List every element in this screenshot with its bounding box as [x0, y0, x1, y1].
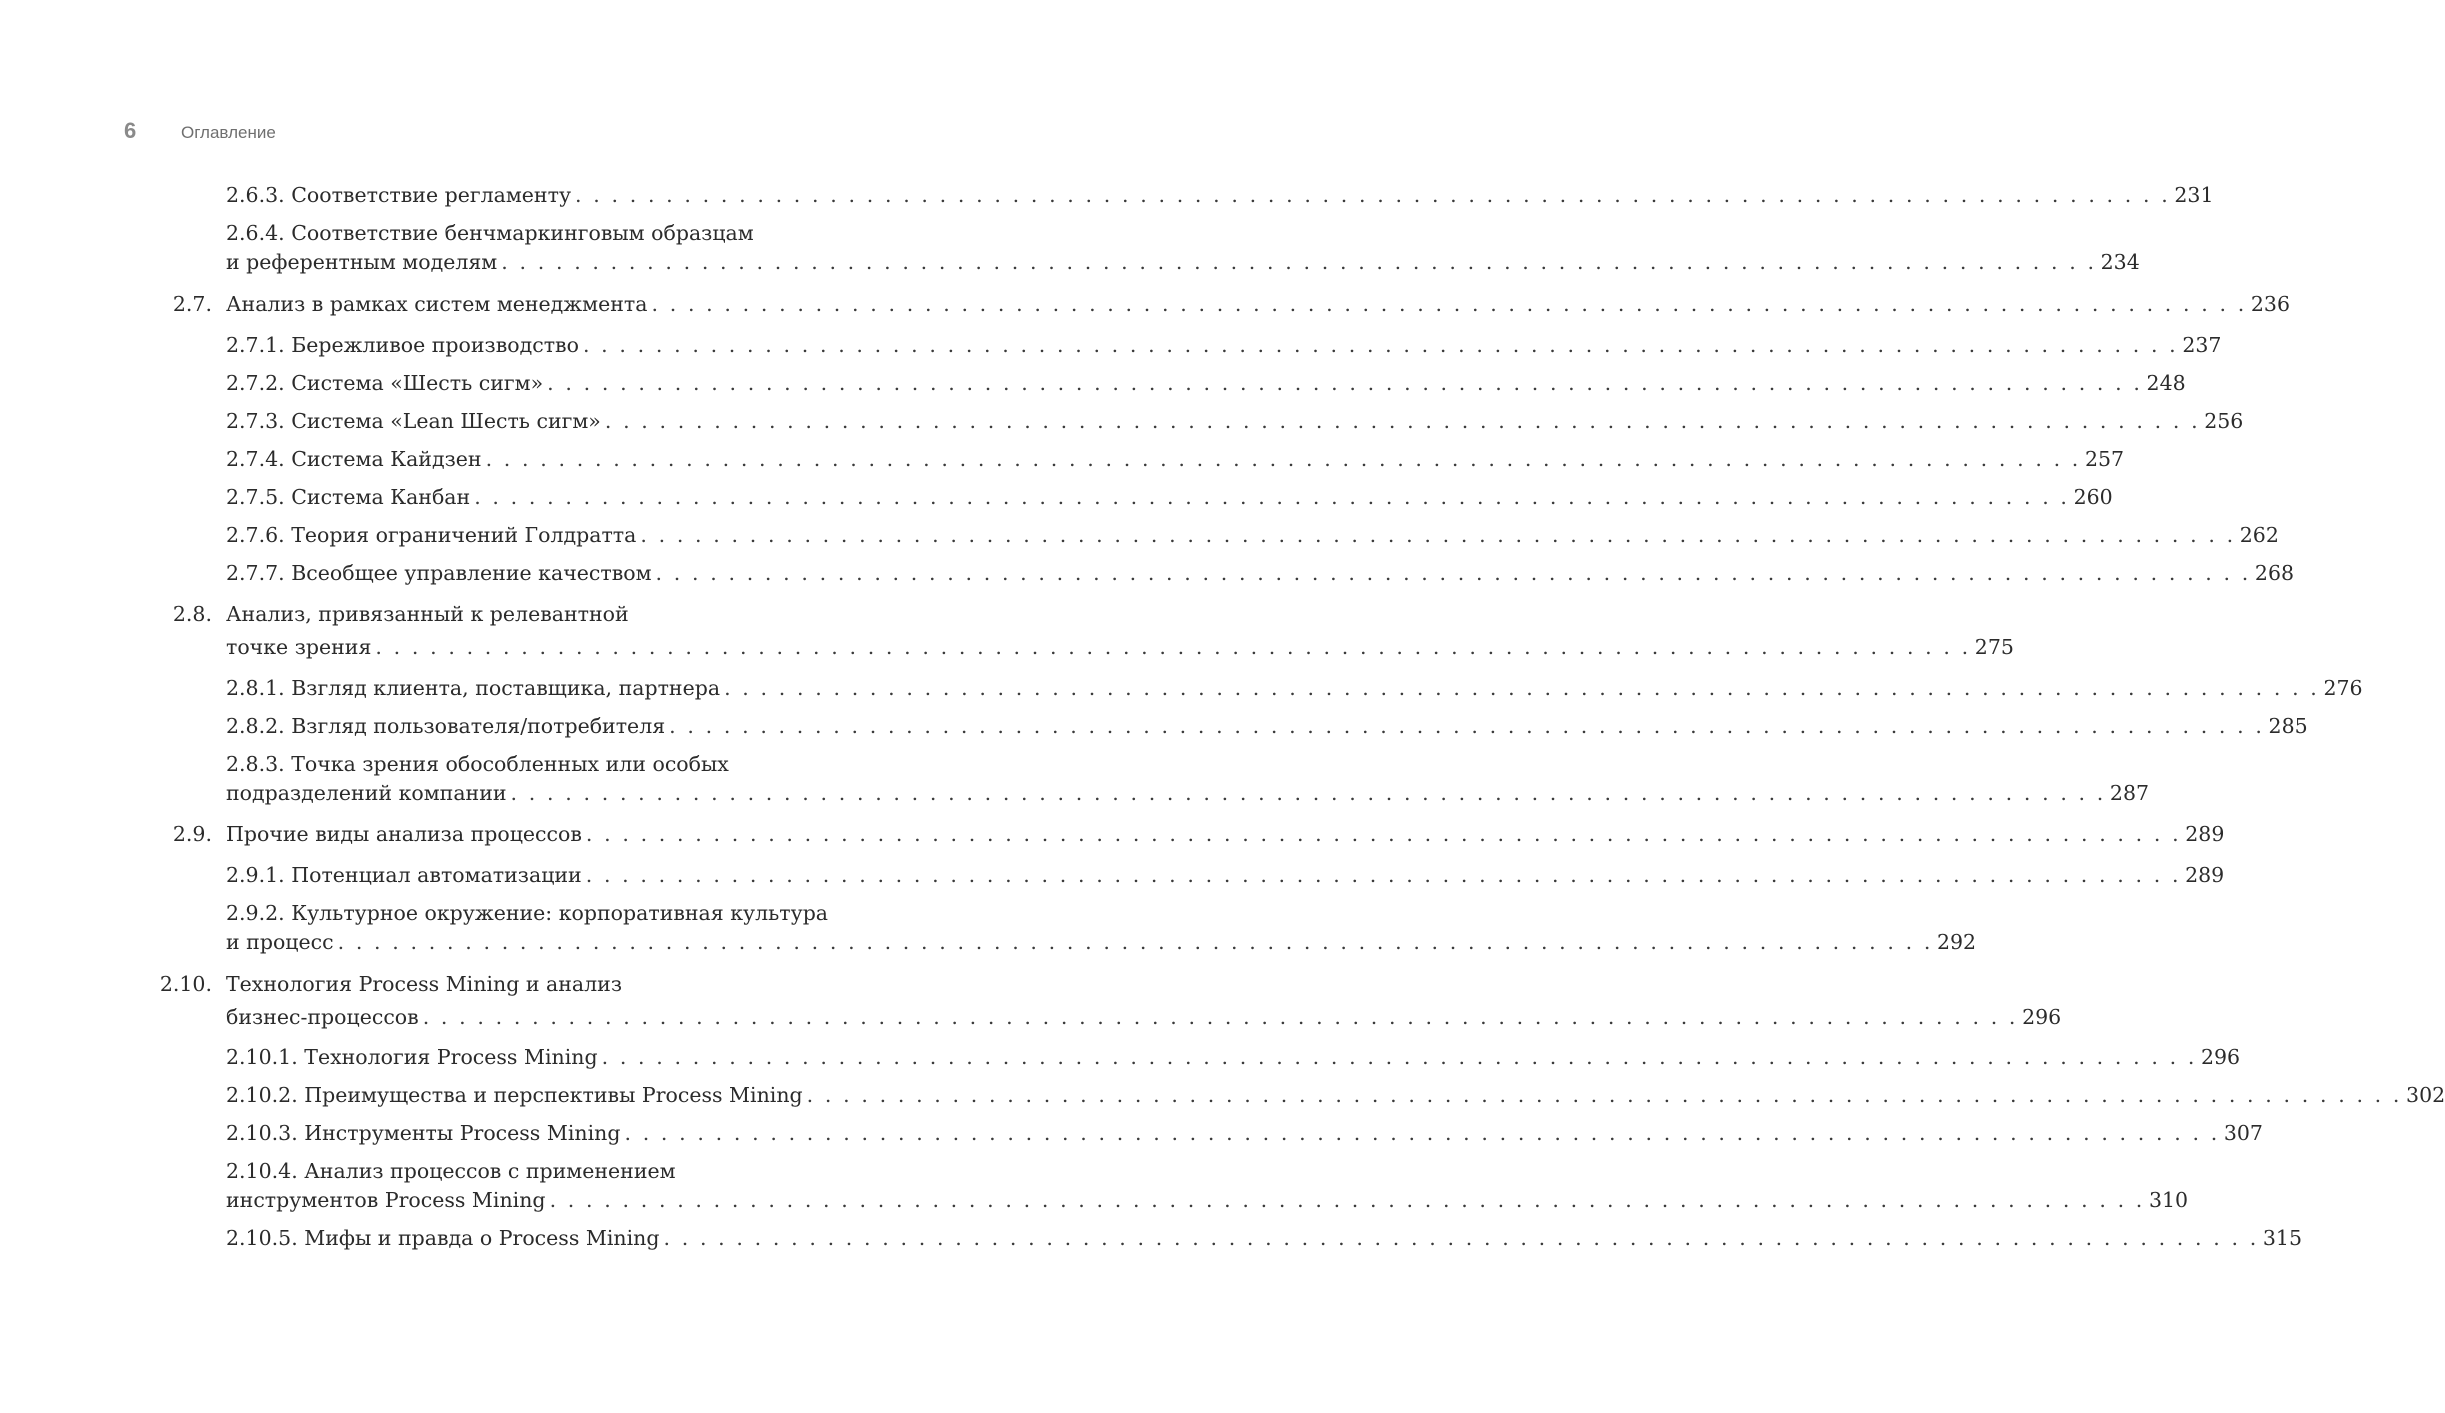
toc-entry-page: 260 — [2073, 485, 2113, 509]
dot-leader: . . . . . . . . . . . . . . . . . . . . . . . . . . . . . . . . . . . . . . . . . . . . . . . . . . . . . . . . . . . . . . . . . . . . . . . . . . . . . . . . . . . . . . . . — [575, 183, 2171, 207]
section-title: Оглавление — [181, 123, 276, 142]
toc-entry-title: Система «Шесть сигм» — [291, 371, 544, 395]
toc-entry-number: 2.7. — [172, 292, 212, 316]
dot-leader: . . . . . . . . . . . . . . . . . . . . . . . . . . . . . . . . . . . . . . . . . . . . . . . . . . . . . . . . . . . . . . . . . . . . . . . . . . . . . . . . . . . . . . . . — [422, 1005, 2019, 1029]
toc-entry-title-line2: бизнес-процессов — [226, 1005, 419, 1029]
toc-entry-title: Теория ограничений Голдратта — [291, 523, 637, 547]
toc-entry-number: 2.10.1. — [226, 1045, 298, 1069]
toc-entry-number: 2.6.4. — [226, 221, 285, 245]
toc-entry-number: 2.10.4. — [226, 1159, 298, 1183]
toc-entry-title: Взгляд пользователя/потребителя — [291, 714, 666, 738]
toc-entry-page: 302 — [2406, 1083, 2445, 1107]
dot-leader: . . . . . . . . . . . . . . . . . . . . . . . . . . . . . . . . . . . . . . . . . . . . . . . . . . . . . . . . . . . . . . . . . . . . . . . . . . . . . . . . . . . . . . . . — [585, 822, 2182, 846]
toc-entry-page: 262 — [2239, 523, 2279, 547]
toc-entry-number: 2.7.7. — [226, 561, 285, 585]
toc-entry-title: Бережливое производство — [291, 333, 579, 357]
toc-entry-title: Мифы и правда о Process Mining — [304, 1226, 660, 1250]
dot-leader: . . . . . . . . . . . . . . . . . . . . . . . . . . . . . . . . . . . . . . . . . . . . . . . . . . . . . . . . . . . . . . . . . . . . . . . . . . . . . . . . . . . . . . . . — [806, 1083, 2403, 1107]
dot-leader: . . . . . . . . . . . . . . . . . . . . . . . . . . . . . . . . . . . . . . . . . . . . . . . . . . . . . . . . . . . . . . . . . . . . . . . . . . . . . . . . . . . . . . . . — [624, 1121, 2220, 1145]
toc-entry-title: Преимущества и перспективы Process Mining — [304, 1083, 803, 1107]
toc-entry-page: 289 — [2185, 863, 2225, 887]
dot-leader: . . . . . . . . . . . . . . . . . . . . . . . . . . . . . . . . . . . . . . . . . . . . . . . . . . . . . . . . . . . . . . . . . . . . . . . . . . . . . . . . . . . . . . . . — [501, 250, 2097, 274]
toc-entry-title: Всеобщее управление качеством — [291, 561, 652, 585]
toc-entry-number: 2.8.2. — [226, 714, 285, 738]
dot-leader: . . . . . . . . . . . . . . . . . . . . . . . . . . . . . . . . . . . . . . . . . . . . . . . . . . . . . . . . . . . . . . . . . . . . . . . . . . . . . . . . . . . . . . . . — [375, 635, 1971, 659]
page-number: 6 — [124, 118, 137, 143]
toc-entry-page: 287 — [2109, 781, 2150, 805]
dot-leader: . . . . . . . . . . . . . . . . . . . . . . . . . . . . . . . . . . . . . . . . . . . . . . . . . . . . . . . . . . . . . . . . . . . . . . . . . . . . . . . . . . . . . . . . — [655, 561, 2251, 585]
dot-leader: . . . . . . . . . . . . . . . . . . . . . . . . . . . . . . . . . . . . . . . . . . . . . . . . . . . . . . . . . . . . . . . . . . . . . . . . . . . . . . . . . . . . . . . . — [474, 485, 2070, 509]
toc-entry-title: Взгляд клиента, поставщика, партнера — [291, 676, 721, 700]
toc-entry-title: Инструменты Process Mining — [304, 1121, 621, 1145]
dot-leader: . . . . . . . . . . . . . . . . . . . . . . . . . . . . . . . . . . . . . . . . . . . . . . . . . . . . . . . . . . . . . . . . . . . . . . . . . . . . . . . . . . . . . . . . — [663, 1226, 2259, 1250]
dot-leader: . . . . . . . . . . . . . . . . . . . . . . . . . . . . . . . . . . . . . . . . . . . . . . . . . . . . . . . . . . . . . . . . . . . . . . . . . . . . . . . . . . . . . . . . — [601, 1045, 2197, 1069]
toc-entry-page: 296 — [2022, 1005, 2062, 1029]
toc-entry-number: 2.7.4. — [226, 447, 285, 471]
toc-entry-page: 276 — [2323, 676, 2363, 700]
toc-entry-page: 296 — [2200, 1045, 2241, 1069]
toc-entry-title: Соответствие регламенту — [291, 183, 572, 207]
toc-entry-number: 2.9.2. — [226, 901, 285, 925]
toc-entry-title-line2: и референтным моделям — [226, 250, 498, 274]
toc-entry-number: 2.8. — [172, 602, 212, 626]
toc-entry-page: 256 — [2204, 409, 2244, 433]
toc-entry-page: 268 — [2254, 561, 2295, 585]
toc-entry-title-line2: точке зрения — [226, 635, 372, 659]
toc-entry-title-line1: Технология Process Mining и анализ — [226, 972, 622, 996]
toc-entry-page: 315 — [2262, 1226, 2302, 1250]
toc-entry-title: Система «Lean Шесть сигм» — [291, 409, 601, 433]
dot-leader: . . . . . . . . . . . . . . . . . . . . . . . . . . . . . . . . . . . . . . . . . . . . . . . . . . . . . . . . . . . . . . . . . . . . . . . . . . . . . . . . . . . . . . . . — [669, 714, 2265, 738]
toc-entry-number: 2.10.3. — [226, 1121, 298, 1145]
dot-leader: . . . . . . . . . . . . . . . . . . . . . . . . . . . . . . . . . . . . . . . . . . . . . . . . . . . . . . . . . . . . . . . . . . . . . . . . . . . . . . . . . . . . . . . . — [337, 930, 1933, 954]
toc-entry-title-line1: Соответствие бенчмаркинговым образцам — [291, 221, 754, 245]
toc-entry-page: 292 — [1936, 930, 1977, 954]
toc-entry-title-line1: Анализ, привязанный к релевантной — [226, 602, 629, 626]
toc-entry-title: Система Канбан — [291, 485, 471, 509]
toc-entry-page: 307 — [2223, 1121, 2263, 1145]
dot-leader: . . . . . . . . . . . . . . . . . . . . . . . . . . . . . . . . . . . . . . . . . . . . . . . . . . . . . . . . . . . . . . . . . . . . . . . . . . . . . . . . . . . . . . . . — [724, 676, 2320, 700]
dot-leader: . . . . . . . . . . . . . . . . . . . . . . . . . . . . . . . . . . . . . . . . . . . . . . . . . . . . . . . . . . . . . . . . . . . . . . . . . . . . . . . . . . . . . . . . — [510, 781, 2106, 805]
toc-entry-number: 2.10.5. — [226, 1226, 298, 1250]
toc-entry-number: 2.7.1. — [226, 333, 285, 357]
toc-entry-page: 234 — [2100, 250, 2140, 274]
toc-entry-page: 231 — [2174, 183, 2214, 207]
toc-entry-title-line1: Анализ процессов с применением — [304, 1159, 676, 1183]
toc-entry-title-line2: инструментов Process Mining — [226, 1188, 546, 1212]
toc-entry-page: 289 — [2185, 822, 2225, 846]
toc-entry-title: Прочие виды анализа процессов — [226, 822, 582, 846]
toc-entry-title: Анализ в рамках систем менеджмента — [226, 292, 648, 316]
dot-leader: . . . . . . . . . . . . . . . . . . . . . . . . . . . . . . . . . . . . . . . . . . . . . . . . . . . . . . . . . . . . . . . . . . . . . . . . . . . . . . . . . . . . . . . . — [640, 523, 2236, 547]
toc-entry-page: 257 — [2084, 447, 2125, 471]
toc-entry-number: 2.7.3. — [226, 409, 285, 433]
toc-entry-title: Технология Process Mining — [304, 1045, 598, 1069]
toc-entry-page: 275 — [1974, 635, 2014, 659]
dot-leader: . . . . . . . . . . . . . . . . . . . . . . . . . . . . . . . . . . . . . . . . . . . . . . . . . . . . . . . . . . . . . . . . . . . . . . . . . . . . . . . . . . . . . . . . — [547, 371, 2143, 395]
toc-entry-number: 2.9. — [172, 822, 212, 846]
toc-entry-title-line1: Точка зрения обособленных или особых — [291, 752, 729, 776]
toc-entry-number: 2.6.3. — [226, 183, 285, 207]
toc-entry-title-line2: и процесс — [226, 930, 334, 954]
toc-entry-title-line2: подразделений компании — [226, 781, 507, 805]
toc-entry-number: 2.10.2. — [226, 1083, 298, 1107]
dot-leader: . . . . . . . . . . . . . . . . . . . . . . . . . . . . . . . . . . . . . . . . . . . . . . . . . . . . . . . . . . . . . . . . . . . . . . . . . . . . . . . . . . . . . . . . — [485, 447, 2081, 471]
toc-entry-number: 2.7.5. — [226, 485, 285, 509]
dot-leader: . . . . . . . . . . . . . . . . . . . . . . . . . . . . . . . . . . . . . . . . . . . . . . . . . . . . . . . . . . . . . . . . . . . . . . . . . . . . . . . . . . . . . . . . — [549, 1188, 2145, 1212]
toc-entry-title: Система Кайдзен — [291, 447, 482, 471]
toc-entry-page: 285 — [2268, 714, 2308, 738]
dot-leader: . . . . . . . . . . . . . . . . . . . . . . . . . . . . . . . . . . . . . . . . . . . . . . . . . . . . . . . . . . . . . . . . . . . . . . . . . . . . . . . . . . . . . . . . — [604, 409, 2201, 433]
toc-entry-number: 2.7.2. — [226, 371, 285, 395]
toc-entry-title: Потенциал автоматизации — [291, 863, 582, 887]
toc-entry-number: 2.9.1. — [226, 863, 285, 887]
toc-entry-number: 2.10. — [159, 972, 212, 996]
running-head — [124, 118, 276, 148]
toc-entry-page: 236 — [2250, 292, 2290, 316]
dot-leader: . . . . . . . . . . . . . . . . . . . . . . . . . . . . . . . . . . . . . . . . . . . . . . . . . . . . . . . . . . . . . . . . . . . . . . . . . . . . . . . . . . . . . . . . — [585, 863, 2182, 887]
toc-entry-number: 2.8.3. — [226, 752, 285, 776]
toc-entry-number: 2.8.1. — [226, 676, 285, 700]
toc-entry-page: 237 — [2182, 333, 2222, 357]
toc-entry-title-line1: Культурное окружение: корпоративная культура — [291, 901, 829, 925]
toc-entry-page: 310 — [2148, 1188, 2189, 1212]
toc-entry-page: 248 — [2146, 371, 2186, 395]
dot-leader: . . . . . . . . . . . . . . . . . . . . . . . . . . . . . . . . . . . . . . . . . . . . . . . . . . . . . . . . . . . . . . . . . . . . . . . . . . . . . . . . . . . . . . . . — [651, 292, 2247, 316]
dot-leader: . . . . . . . . . . . . . . . . . . . . . . . . . . . . . . . . . . . . . . . . . . . . . . . . . . . . . . . . . . . . . . . . . . . . . . . . . . . . . . . . . . . . . . . . — [582, 333, 2179, 357]
toc-entry-number: 2.7.6. — [226, 523, 285, 547]
